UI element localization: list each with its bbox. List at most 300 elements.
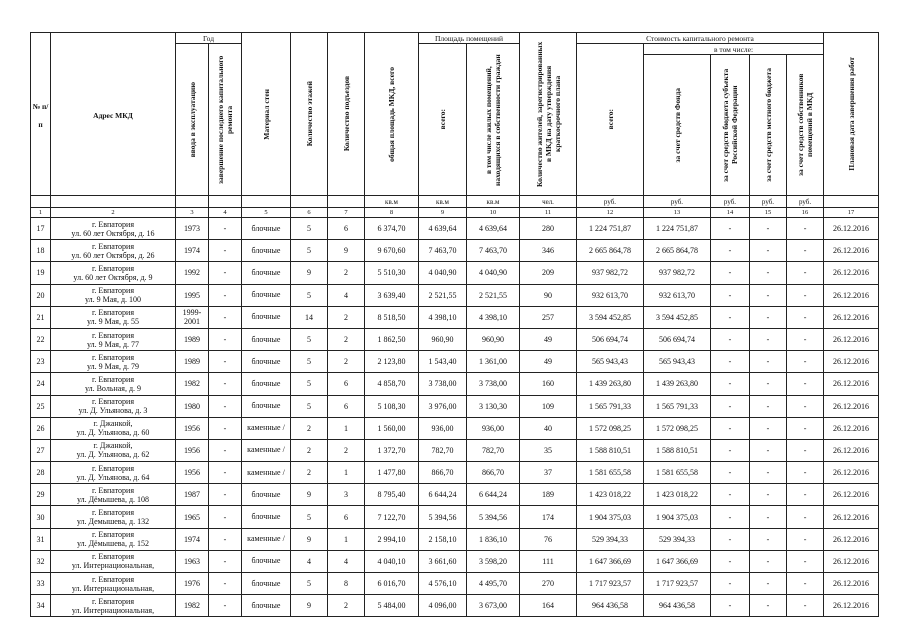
cost-fund-cell: 1 904 375,03 [644, 506, 711, 528]
address-city: г. Евпатория [91, 308, 135, 318]
premises-total-cell: 4 398,10 [419, 306, 467, 328]
header-group-cost: Стоимость капитального ремонта [577, 33, 824, 44]
residents-cell: 109 [520, 395, 577, 417]
address-city: г. Евпатория [91, 485, 135, 495]
entrances-cell: 6 [328, 395, 365, 417]
header-subgroup-including: в том числе: [644, 44, 824, 55]
column-number-cell: 13 [644, 208, 711, 218]
total-area-cell: 8 795,40 [365, 484, 419, 506]
cost-local-cell: - [750, 595, 787, 617]
column-number-cell: 15 [750, 208, 787, 218]
completion-date-cell: 26.12.2016 [824, 528, 879, 550]
cost-total-cell: 1 904 375,03 [577, 506, 644, 528]
premises-total-cell: 7 463,70 [419, 240, 467, 262]
entrances-cell: 1 [328, 462, 365, 484]
table-row [31, 373, 879, 395]
unit-cell [328, 196, 365, 208]
cost-owners-cell: - [787, 484, 824, 506]
table-row [31, 284, 879, 306]
address-city: г. Евпатория [91, 596, 135, 606]
year-repair-cell: - [209, 395, 242, 417]
cost-owners-cell: - [787, 328, 824, 350]
cost-fund-cell: 937 982,72 [644, 262, 711, 284]
cost-total-cell: 529 394,33 [577, 528, 644, 550]
address-cell [51, 506, 176, 528]
address-cell [51, 284, 176, 306]
completion-date-cell: 26.12.2016 [824, 240, 879, 262]
entrances-cell: 2 [328, 351, 365, 373]
cost-local-cell: - [750, 262, 787, 284]
year-built-cell: 1982 [176, 373, 209, 395]
cost-region-cell: - [711, 528, 750, 550]
wall-material-cell: блочные [242, 328, 291, 350]
premises-residential-cell: 866,70 [467, 462, 520, 484]
header-entrances: Количество подъездов [328, 33, 365, 196]
cost-fund-cell: 1 572 098,25 [644, 417, 711, 439]
address-cell [51, 262, 176, 284]
cost-total-cell: 3 594 452,85 [577, 306, 644, 328]
year-repair-cell: - [209, 373, 242, 395]
unit-cell [291, 196, 328, 208]
table-row [31, 395, 879, 417]
floors-cell: 2 [291, 417, 328, 439]
address-cell [51, 439, 176, 461]
year-built-cell: 1956 [176, 417, 209, 439]
wall-material-cell: каменные / [242, 417, 291, 439]
cost-local-cell: - [750, 462, 787, 484]
completion-date-cell: 26.12.2016 [824, 573, 879, 595]
address-street: ул. 9 Мая, д. 77 [86, 339, 140, 349]
floors-cell: 4 [291, 550, 328, 572]
address-city: г. Джанкой, [93, 441, 133, 451]
address-city: г. Евпатория [91, 463, 135, 473]
cost-region-cell: - [711, 506, 750, 528]
address-city: г. Евпатория [91, 508, 135, 518]
cost-total-cell: 1 588 810,51 [577, 439, 644, 461]
address-street: ул. Д. Ульянова, д. 3 [78, 406, 148, 416]
cost-local-cell: - [750, 439, 787, 461]
year-built-cell: 1956 [176, 439, 209, 461]
premises-total-cell: 866,70 [419, 462, 467, 484]
premises-residential-cell: 4 639,64 [467, 218, 520, 240]
residents-cell: 280 [520, 218, 577, 240]
wall-material-cell: блочные [242, 573, 291, 595]
cost-region-cell: - [711, 462, 750, 484]
address-cell [51, 306, 176, 328]
row-number-cell: 29 [31, 484, 51, 506]
address-street: ул. 60 лет Октября, д. 9 [73, 272, 153, 282]
column-number-cell: 5 [242, 208, 291, 218]
premises-residential-cell: 960,90 [467, 328, 520, 350]
cost-owners-cell: - [787, 439, 824, 461]
cost-region-cell: - [711, 484, 750, 506]
cost-fund-cell: 1 224 751,87 [644, 218, 711, 240]
row-number-cell: 30 [31, 506, 51, 528]
column-number-cell: 12 [577, 208, 644, 218]
year-repair-cell: - [209, 550, 242, 572]
table-row [31, 218, 879, 240]
cost-fund-cell: 1 581 655,58 [644, 462, 711, 484]
total-area-cell: 2 994,10 [365, 528, 419, 550]
entrances-cell: 6 [328, 218, 365, 240]
entrances-cell: 9 [328, 240, 365, 262]
address-cell [51, 240, 176, 262]
entrances-cell: 2 [328, 328, 365, 350]
address-street: ул. 60 лет Октября, д. 26 [71, 250, 155, 260]
header-no: № п/п [31, 33, 51, 196]
premises-total-cell: 2 521,55 [419, 284, 467, 306]
wall-material-cell: блочные [242, 240, 291, 262]
floors-cell: 5 [291, 328, 328, 350]
address-cell [51, 218, 176, 240]
year-built-cell: 1992 [176, 262, 209, 284]
cost-region-cell: - [711, 373, 750, 395]
completion-date-cell: 26.12.2016 [824, 506, 879, 528]
cost-owners-cell: - [787, 373, 824, 395]
cost-fund-cell: 2 665 864,78 [644, 240, 711, 262]
wall-material-cell: каменные / [242, 439, 291, 461]
year-repair-cell: - [209, 262, 242, 284]
row-number-cell: 31 [31, 528, 51, 550]
address-city: г. Евпатория [91, 241, 135, 251]
column-number-cell: 9 [419, 208, 467, 218]
address-city: г. Евпатория [91, 286, 135, 296]
address-street: ул. Дёмышева, д. 108 [76, 494, 150, 504]
cost-owners-cell: - [787, 550, 824, 572]
year-repair-cell: - [209, 528, 242, 550]
cost-region-cell: - [711, 328, 750, 350]
year-repair-cell: - [209, 484, 242, 506]
total-area-cell: 2 123,80 [365, 351, 419, 373]
year-built-cell: 1989 [176, 328, 209, 350]
cost-owners-cell: - [787, 262, 824, 284]
premises-residential-cell: 5 394,56 [467, 506, 520, 528]
table-row [31, 417, 879, 439]
premises-residential-cell: 782,70 [467, 439, 520, 461]
column-number-cell: 3 [176, 208, 209, 218]
cost-total-cell: 1 565 791,33 [577, 395, 644, 417]
header-cost-region: за счет средств бюджета субъекта Российской Федерации [711, 55, 750, 196]
cost-region-cell: - [711, 284, 750, 306]
unit-cell [242, 196, 291, 208]
unit-cell: руб. [644, 196, 711, 208]
column-number-cell: 6 [291, 208, 328, 218]
wall-material-cell: блочные [242, 395, 291, 417]
row-number-cell: 33 [31, 573, 51, 595]
entrances-cell: 2 [328, 595, 365, 617]
address-city: г. Евпатория [91, 330, 135, 340]
premises-total-cell: 936,00 [419, 417, 467, 439]
wall-material-cell: блочные [242, 506, 291, 528]
entrances-cell: 6 [328, 506, 365, 528]
year-built-cell: 1989 [176, 351, 209, 373]
table-row [31, 573, 879, 595]
completion-date-cell: 26.12.2016 [824, 484, 879, 506]
header-cost-owners: за счет средств собственников помещений в МКД [787, 55, 824, 196]
residents-cell: 270 [520, 573, 577, 595]
year-repair-cell: - [209, 218, 242, 240]
unit-cell: руб. [711, 196, 750, 208]
residents-cell: 49 [520, 351, 577, 373]
header-wall-material: Материал стен [242, 33, 291, 196]
table-row [31, 550, 879, 572]
premises-residential-cell: 4 040,90 [467, 262, 520, 284]
cost-region-cell: - [711, 351, 750, 373]
address-cell [51, 484, 176, 506]
floors-cell: 5 [291, 351, 328, 373]
cost-owners-cell: - [787, 218, 824, 240]
year-repair-cell: - [209, 240, 242, 262]
cost-owners-cell: - [787, 506, 824, 528]
floors-cell: 14 [291, 306, 328, 328]
cost-owners-cell: - [787, 240, 824, 262]
cost-fund-cell: 932 613,70 [644, 284, 711, 306]
column-number-cell: 8 [365, 208, 419, 218]
address-street: ул. 60 лет Октября, д. 16 [71, 228, 155, 238]
column-number-cell: 11 [520, 208, 577, 218]
header-year-built: ввода в эксплуатацию [176, 44, 209, 196]
cost-owners-cell: - [787, 306, 824, 328]
premises-residential-cell: 4 495,70 [467, 573, 520, 595]
premises-total-cell: 960,90 [419, 328, 467, 350]
year-built-cell: 1980 [176, 395, 209, 417]
row-number-cell: 22 [31, 328, 51, 350]
header-residents: Количество жителей, зарегистрированных в МКД на дату утверждения краткосрочного плана [520, 33, 577, 196]
cost-local-cell: - [750, 240, 787, 262]
floors-cell: 5 [291, 240, 328, 262]
cost-fund-cell: 506 694,74 [644, 328, 711, 350]
floors-cell: 2 [291, 439, 328, 461]
cost-total-cell: 1 423 018,22 [577, 484, 644, 506]
table-row [31, 484, 879, 506]
cost-total-cell: 1 647 366,69 [577, 550, 644, 572]
total-area-cell: 6 374,70 [365, 218, 419, 240]
address-city: г. Евпатория [91, 374, 135, 384]
floors-cell: 9 [291, 528, 328, 550]
address-cell [51, 550, 176, 572]
cost-total-cell: 937 982,72 [577, 262, 644, 284]
address-city: г. Евпатория [91, 530, 135, 540]
cost-region-cell: - [711, 550, 750, 572]
header-floors: Количество этажей [291, 33, 328, 196]
residents-cell: 174 [520, 506, 577, 528]
address-street: ул. Д. Ульянова, д. 64 [76, 472, 150, 482]
premises-total-cell: 3 976,00 [419, 395, 467, 417]
floors-cell: 5 [291, 218, 328, 240]
column-number-cell: 17 [824, 208, 879, 218]
row-number-cell: 24 [31, 373, 51, 395]
cost-fund-cell: 1 588 810,51 [644, 439, 711, 461]
address-cell [51, 573, 176, 595]
cost-region-cell: - [711, 417, 750, 439]
cost-local-cell: - [750, 284, 787, 306]
row-number-cell: 18 [31, 240, 51, 262]
row-number-cell: 25 [31, 395, 51, 417]
residents-cell: 76 [520, 528, 577, 550]
address-street: ул. Дёмышева, д. 152 [76, 539, 150, 549]
entrances-cell: 4 [328, 284, 365, 306]
unit-cell [176, 196, 209, 208]
premises-residential-cell: 3 598,20 [467, 550, 520, 572]
cost-owners-cell: - [787, 573, 824, 595]
year-repair-cell: - [209, 328, 242, 350]
unit-cell [824, 196, 879, 208]
table-row [31, 439, 879, 461]
table-row [31, 306, 879, 328]
completion-date-cell: 26.12.2016 [824, 462, 879, 484]
row-number-cell: 21 [31, 306, 51, 328]
year-repair-cell: - [209, 595, 242, 617]
cost-local-cell: - [750, 218, 787, 240]
premises-total-cell: 2 158,10 [419, 528, 467, 550]
completion-date-cell: 26.12.2016 [824, 218, 879, 240]
header-completion-date: Плановая дата завершения работ [824, 33, 879, 196]
premises-residential-cell: 3 130,30 [467, 395, 520, 417]
row-number-cell: 27 [31, 439, 51, 461]
completion-date-cell: 26.12.2016 [824, 550, 879, 572]
floors-cell: 9 [291, 484, 328, 506]
row-number-cell: 34 [31, 595, 51, 617]
cost-region-cell: - [711, 573, 750, 595]
header-premises-total: всего: [419, 44, 467, 196]
address-street: ул. 9 Мая, д. 55 [86, 317, 140, 327]
cost-owners-cell: - [787, 595, 824, 617]
unit-cell: руб. [787, 196, 824, 208]
year-built-cell: 1956 [176, 462, 209, 484]
completion-date-cell: 26.12.2016 [824, 262, 879, 284]
cost-owners-cell: - [787, 462, 824, 484]
units-row [31, 196, 879, 208]
completion-date-cell: 26.12.2016 [824, 417, 879, 439]
entrances-cell: 4 [328, 550, 365, 572]
address-street: ул. Д. Ульянова, д. 60 [76, 428, 150, 438]
premises-residential-cell: 3 738,00 [467, 373, 520, 395]
row-number-cell: 23 [31, 351, 51, 373]
header-premises-residential: в том числе жилых помещений, находящихся в собственности граждан [467, 44, 520, 196]
header-year-repair: завершение последнего капитального ремонта [209, 44, 242, 196]
cost-local-cell: - [750, 506, 787, 528]
address-cell [51, 351, 176, 373]
cost-local-cell: - [750, 373, 787, 395]
header-group-year: Год [176, 33, 242, 44]
cost-fund-cell: 3 594 452,85 [644, 306, 711, 328]
wall-material-cell: каменные / [242, 528, 291, 550]
address-street: ул. 9 Мая, д. 100 [84, 295, 142, 305]
cost-total-cell: 565 943,43 [577, 351, 644, 373]
wall-material-cell: блочные [242, 306, 291, 328]
cost-region-cell: - [711, 240, 750, 262]
residents-cell: 111 [520, 550, 577, 572]
floors-cell: 5 [291, 573, 328, 595]
floors-cell: 5 [291, 373, 328, 395]
column-number-cell: 7 [328, 208, 365, 218]
header-cost-total: всего: [577, 44, 644, 196]
premises-residential-cell: 1 361,00 [467, 351, 520, 373]
premises-residential-cell: 6 644,24 [467, 484, 520, 506]
wall-material-cell: блочные [242, 284, 291, 306]
floors-cell: 5 [291, 284, 328, 306]
cost-fund-cell: 1 423 018,22 [644, 484, 711, 506]
entrances-cell: 2 [328, 306, 365, 328]
premises-total-cell: 6 644,24 [419, 484, 467, 506]
year-repair-cell: - [209, 439, 242, 461]
cost-fund-cell: 1 565 791,33 [644, 395, 711, 417]
residents-cell: 49 [520, 328, 577, 350]
table-header [31, 33, 879, 218]
total-area-cell: 3 639,40 [365, 284, 419, 306]
residents-cell: 37 [520, 462, 577, 484]
column-numbers-row [31, 208, 879, 218]
entrances-cell: 1 [328, 528, 365, 550]
address-city: г. Евпатория [91, 552, 135, 562]
row-number-cell: 17 [31, 218, 51, 240]
wall-material-cell: блочные [242, 373, 291, 395]
wall-material-cell: блочные [242, 262, 291, 284]
address-city: г. Евпатория [91, 219, 135, 229]
premises-residential-cell: 3 673,00 [467, 595, 520, 617]
year-built-cell: 1995 [176, 284, 209, 306]
year-repair-cell: - [209, 506, 242, 528]
cost-local-cell: - [750, 573, 787, 595]
total-area-cell: 1 560,00 [365, 417, 419, 439]
cost-fund-cell: 1 717 923,57 [644, 573, 711, 595]
cost-region-cell: - [711, 395, 750, 417]
premises-total-cell: 1 543,40 [419, 351, 467, 373]
premises-total-cell: 4 096,00 [419, 595, 467, 617]
address-street: ул. Интернациональная, [71, 583, 155, 593]
unit-cell [51, 196, 176, 208]
year-built-cell: 1999-2001 [176, 306, 209, 328]
year-repair-cell: - [209, 284, 242, 306]
year-built-cell: 1973 [176, 218, 209, 240]
year-repair-cell: - [209, 417, 242, 439]
address-city: г. Евпатория [91, 263, 135, 273]
wall-material-cell: блочные [242, 550, 291, 572]
year-repair-cell: - [209, 306, 242, 328]
table-row [31, 351, 879, 373]
address-street: ул. 9 Мая, д. 79 [86, 361, 140, 371]
cost-owners-cell: - [787, 284, 824, 306]
cost-total-cell: 1 439 263,80 [577, 373, 644, 395]
cost-total-cell: 964 436,58 [577, 595, 644, 617]
premises-total-cell: 4 040,90 [419, 262, 467, 284]
cost-local-cell: - [750, 351, 787, 373]
year-built-cell: 1982 [176, 595, 209, 617]
table-row [31, 528, 879, 550]
column-number-cell: 4 [209, 208, 242, 218]
residents-cell: 35 [520, 439, 577, 461]
cost-total-cell: 932 613,70 [577, 284, 644, 306]
cost-local-cell: - [750, 528, 787, 550]
unit-cell [31, 196, 51, 208]
year-repair-cell: - [209, 462, 242, 484]
header-group-premises-area: Площадь помещений [419, 33, 520, 44]
entrances-cell: 3 [328, 484, 365, 506]
total-area-cell: 5 484,00 [365, 595, 419, 617]
floors-cell: 5 [291, 395, 328, 417]
address-city: г. Джанкой, [93, 419, 133, 429]
premises-total-cell: 4 639,64 [419, 218, 467, 240]
entrances-cell: 2 [328, 262, 365, 284]
address-street: ул. Демышева, д. 132 [76, 517, 150, 527]
total-area-cell: 4 858,70 [365, 373, 419, 395]
row-number-cell: 32 [31, 550, 51, 572]
cost-total-cell: 1 581 655,58 [577, 462, 644, 484]
address-street: ул. Интернациональная, [71, 561, 155, 571]
cost-local-cell: - [750, 328, 787, 350]
year-built-cell: 1974 [176, 240, 209, 262]
total-area-cell: 4 040,10 [365, 550, 419, 572]
